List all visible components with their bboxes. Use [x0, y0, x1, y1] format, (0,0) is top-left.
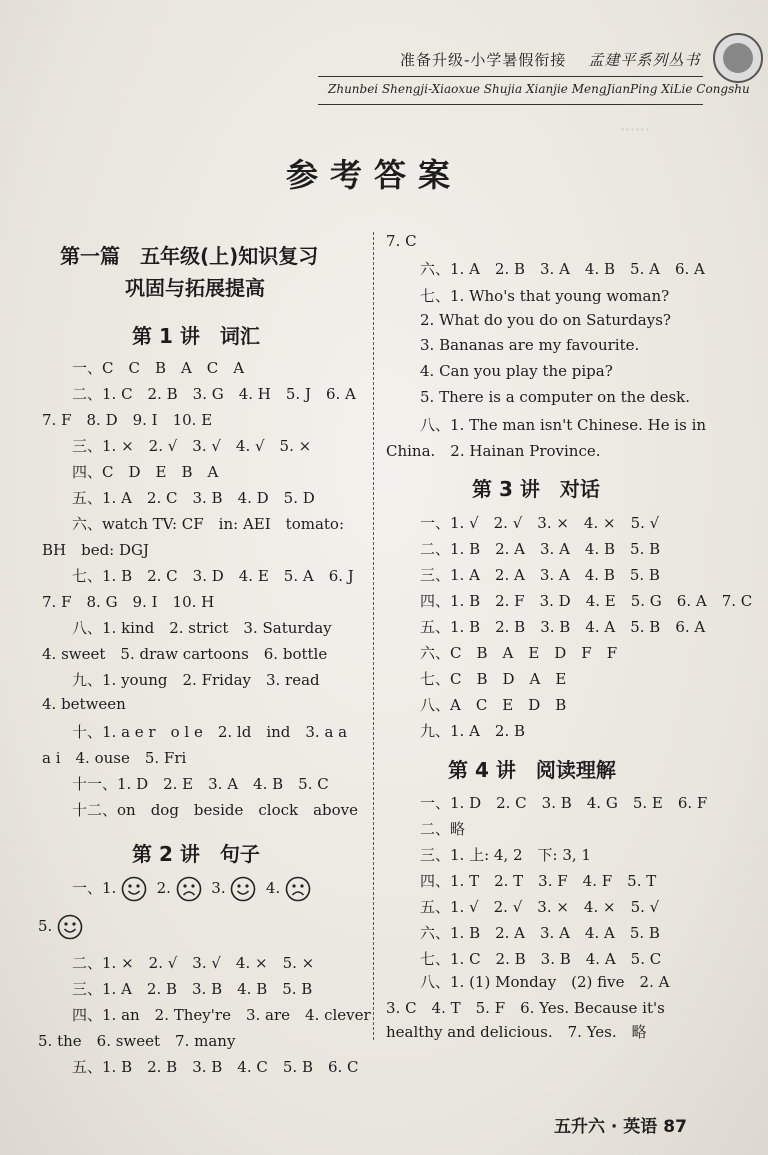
sad-face-icon	[285, 876, 311, 902]
answer-line: 4. sweet 5. draw cartoons 6. bottle	[42, 645, 328, 663]
happy-face-icon	[121, 876, 147, 902]
smiley-label-2: 2.	[156, 879, 171, 897]
page-number: 87	[663, 1117, 687, 1137]
answer-line: 四、1. B 2. F 3. D 4. E 5. G 6. A 7. C	[420, 592, 753, 610]
answer-line: 4. Can you play the pipa?	[420, 362, 613, 380]
answer-line: 一、1. D 2. C 3. B 4. G 5. E 6. F	[420, 794, 708, 812]
bleed-through-text: ⋯⋯	[620, 120, 650, 138]
answer-line: 七、1. Who's that young woman?	[420, 287, 670, 305]
sad-face-icon	[176, 876, 202, 902]
answer-line: 二、1. C 2. B 3. G 4. H 5. J 6. A	[72, 385, 356, 403]
header-rule-bottom	[318, 104, 703, 105]
answer-line: BH bed: DGJ	[42, 541, 150, 559]
answer-line: 5. There is a computer on the desk.	[420, 388, 690, 406]
answer-line: 三、1. 上: 4, 2 下: 3, 1	[420, 846, 591, 864]
smiley-label-4: 4.	[265, 879, 281, 897]
answer-line: 3. Bananas are my favourite.	[420, 336, 640, 354]
answer-line: 7. F 8. G 9. I 10. H	[42, 593, 215, 611]
answer-line: 一、1. √ 2. √ 3. × 4. × 5. √	[420, 514, 660, 532]
page-footer	[554, 1112, 687, 1137]
answer-line: 十一、1. D 2. E 3. A 4. B 5. C	[72, 775, 329, 793]
answer-line: 五、1. A 2. C 3. B 4. D 5. D	[72, 489, 315, 507]
answer-line: 一、C C B A C A	[72, 359, 245, 377]
lesson4-title: 第 4 讲 阅读理解	[448, 758, 616, 782]
answer-line: 八、A C E D B	[420, 696, 567, 714]
answer-line: healthy and delicious. 7. Yes. 略	[386, 1023, 647, 1041]
answer-line: 十二、on dog beside clock above	[72, 801, 359, 819]
lesson2-smiley-row-2	[38, 914, 83, 940]
answer-line: 4. between	[42, 695, 126, 713]
smiley-label-1: 一、1.	[72, 879, 117, 897]
answer-line: 二、1. × 2. √ 3. √ 4. × 5. ×	[72, 954, 315, 972]
logo-emblem-icon	[723, 43, 753, 73]
answer-line: 九、1. young 2. Friday 3. read	[72, 671, 320, 689]
answer-line: 三、1. A 2. B 3. B 4. B 5. B	[72, 980, 313, 998]
answer-line: 7. C	[386, 232, 417, 250]
part-title-line2: 巩固与拓展提高	[125, 276, 265, 300]
header-rule	[318, 76, 703, 77]
happy-face-icon	[230, 876, 256, 902]
answer-line: a i 4. ouse 5. Fri	[42, 749, 187, 767]
answer-line: 5. the 6. sweet 7. many	[38, 1032, 236, 1050]
answer-line: 五、1. B 2. B 3. B 4. A 5. B 6. A	[420, 618, 706, 636]
header-series: 孟建平系列丛书	[588, 51, 701, 69]
answer-line: 7. F 8. D 9. I 10. E	[42, 411, 213, 429]
answer-line: 3. C 4. T 5. F 6. Yes. Because it's	[386, 999, 665, 1017]
lesson2-smiley-row	[72, 876, 311, 902]
answer-line: 二、1. B 2. A 3. A 4. B 5. B	[420, 540, 661, 558]
lesson1-title: 第 1 讲 词汇	[132, 324, 260, 348]
answer-line: 二、略	[420, 820, 466, 838]
column-divider	[373, 232, 374, 1040]
header-pinyin: Zhunbei Shengji-Xiaoxue Shujia Xianjie MengJianPing XiLie Congshu	[328, 82, 750, 96]
lesson3-title: 第 3 讲 对话	[472, 477, 600, 501]
answer-line: 三、1. A 2. A 3. A 4. B 5. B	[420, 566, 660, 584]
answer-line: 2. What do you do on Saturdays?	[420, 311, 671, 329]
answer-line: 五、1. B 2. B 3. B 4. C 5. B 6. C	[72, 1058, 359, 1076]
answer-line: China. 2. Hainan Province.	[386, 442, 601, 460]
answer-line: 十、1. a e r o l e 2. ld ind 3. a a	[72, 723, 348, 741]
answer-line: 七、1. B 2. C 3. D 4. E 5. A 6. J	[72, 567, 354, 585]
answer-line: 四、1. T 2. T 3. F 4. F 5. T	[420, 872, 657, 890]
footer-grade: 五升六 · 英语	[554, 1117, 658, 1137]
answer-line: 四、C D E B A	[72, 463, 219, 481]
answer-line: 七、C B D A E	[420, 670, 567, 688]
page-title: 参考答案	[286, 156, 463, 194]
answer-line: 六、watch TV: CF in: AEI tomato:	[72, 515, 344, 533]
answer-line: 八、1. kind 2. strict 3. Saturday	[72, 619, 332, 637]
smiley-label-3: 3.	[211, 879, 226, 897]
answer-line: 九、1. A 2. B	[420, 722, 526, 740]
header-title: 准备升级-小学暑假衔接	[400, 51, 567, 69]
answer-line: 六、1. B 2. A 3. A 4. A 5. B	[420, 924, 660, 942]
happy-face-icon	[57, 914, 83, 940]
part-title-line1: 第一篇 五年级(上)知识复习	[60, 244, 319, 268]
answer-line: 六、1. A 2. B 3. A 4. B 5. A 6. A	[420, 260, 705, 278]
answer-line: 五、1. √ 2. √ 3. × 4. × 5. √	[420, 898, 660, 916]
answer-line: 八、1. (1) Monday (2) five 2. A	[420, 973, 670, 991]
smiley-label-5: 5.	[38, 917, 53, 935]
page-header	[0, 0, 768, 105]
answer-line: 四、1. an 2. They're 3. are 4. clever	[72, 1006, 371, 1024]
answer-line: 八、1. The man isn't Chinese. He is in	[420, 416, 707, 434]
answer-line: 七、1. C 2. B 3. B 4. A 5. C	[420, 950, 662, 968]
answer-line: 六、C B A E D F F	[420, 644, 618, 662]
answer-line: 三、1. × 2. √ 3. √ 4. √ 5. ×	[72, 437, 312, 455]
lesson2-title: 第 2 讲 句子	[132, 842, 260, 866]
header-title-line	[400, 49, 700, 70]
series-logo	[713, 33, 763, 83]
